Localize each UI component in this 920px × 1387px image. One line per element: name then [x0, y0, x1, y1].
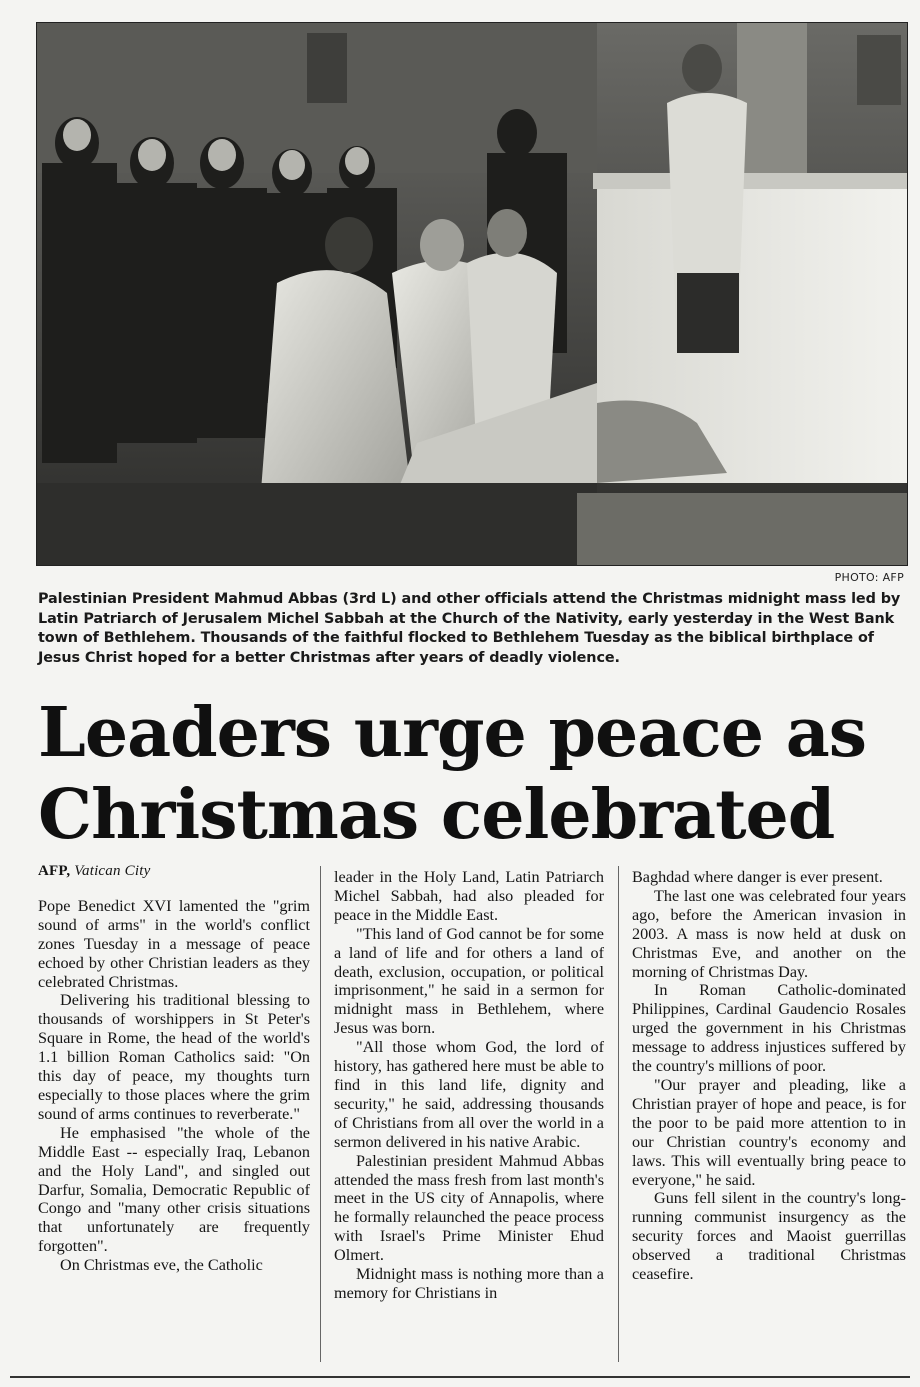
paragraph: He emphasised "the whole of the Middle East -- especially Iraq, Lebanon and the Holy Land", and singled out Darfur, Somalia, Democratic Republic of Congo and "many other crisis situations that unfortunately are frequently forgotten". [38, 1123, 310, 1256]
paragraph: Guns fell silent in the country's long-running communist insurgency as the security forces and Maoist guerrillas observed a traditional Christmas ceasefire. [632, 1189, 906, 1284]
paragraph: Palestinian president Mahmud Abbas attended the mass fresh from last month's meet in the US city of Annapolis, where he formally relaunched the peace process with Israel's Prime Minister Ehud Olmert. [334, 1151, 604, 1265]
byline-dateline: Vatican City [74, 863, 151, 879]
column-divider [618, 866, 619, 1362]
paragraph: The last one was celebrated four years ago, before the American invasion in 2003. A mass is now held at dusk on Christmas Eve, and another on the morning of Christmas Day. [632, 886, 906, 981]
news-photo [36, 22, 908, 566]
paragraph: "This land of God cannot be for some a land of life and for others a land of death, exclusion, occupation, or political imprisonment," he said in a sermon for midnight mass in Bethlehem, where Jesus was born. [334, 924, 604, 1038]
headline-line-1: Leaders urge peace as [38, 693, 867, 773]
byline [38, 862, 310, 881]
paragraph: In Roman Catholic-dominated Philippines, Cardinal Gaudencio Rosales urged the government in his Christmas message to address injustices suffered by the country's millions of poor. [632, 981, 906, 1076]
paragraph: On Christmas eve, the Catholic [60, 1256, 263, 1275]
article-column-1 [38, 862, 310, 1275]
paragraph: leader in the Holy Land, Latin Patriarch Michel Sabbah, had also pleaded for peace in the Middle East. [334, 868, 604, 924]
paragraph: Delivering his traditional blessing to thousands of worshippers in St Peter's Square in Rome, the head of the world's 1.1 billion Roman Catholics said: "On this day of peace, my thoughts turn especially to those places where the grim sound of arms continues to reverberate." [38, 991, 310, 1123]
photo-caption [38, 590, 904, 668]
column-divider [320, 866, 321, 1362]
article-column-3 [632, 868, 906, 1284]
paragraph: Midnight mass is nothing more than a memory for Christians in [334, 1265, 604, 1302]
caption-text: Palestinian President Mahmud Abbas (3rd L) and other officials attend the Christmas midnight mass led by Latin Patriarch of Jerusalem Michel Sabbah at the Church of the Nativity, early yesterday in the West Bank town of Bethlehem. Thousands of the faithful flocked to Bethlehem Tuesday as the biblical birthplace of Jesus Christ hoped for a better Christmas after years of deadly violence. [38, 591, 901, 666]
church-mass-photo [37, 23, 907, 565]
article-column-2 [334, 868, 604, 1303]
paragraph: Pope Benedict XVI lamented the "grim sound of arms" in the world's conflict zones Tuesday in a message of peace echoed by other Christian leaders as they celebrated Christmas. [38, 896, 310, 991]
paragraph: "All those whom God, the lord of history, has gathered here must be able to find in this land life, dignity and security," he said, addressing thousands of Christians from all over the world in a sermon delivered in his native Arabic. [334, 1038, 604, 1151]
paragraph: "Our prayer and pleading, like a Christian prayer of hope and peace, is for the poor to be paid more attention to in our Christian country's economy and laws. This will eventually bring peace to everyone," he said. [632, 1075, 906, 1189]
paragraph: Baghdad where danger is ever present. [632, 868, 883, 886]
bottom-rule [10, 1376, 910, 1378]
headline [38, 692, 908, 856]
byline-agency: AFP, [38, 863, 71, 879]
headline-line-2: Christmas celebrated [38, 775, 835, 855]
photo-credit: PHOTO: AFP [834, 571, 904, 584]
